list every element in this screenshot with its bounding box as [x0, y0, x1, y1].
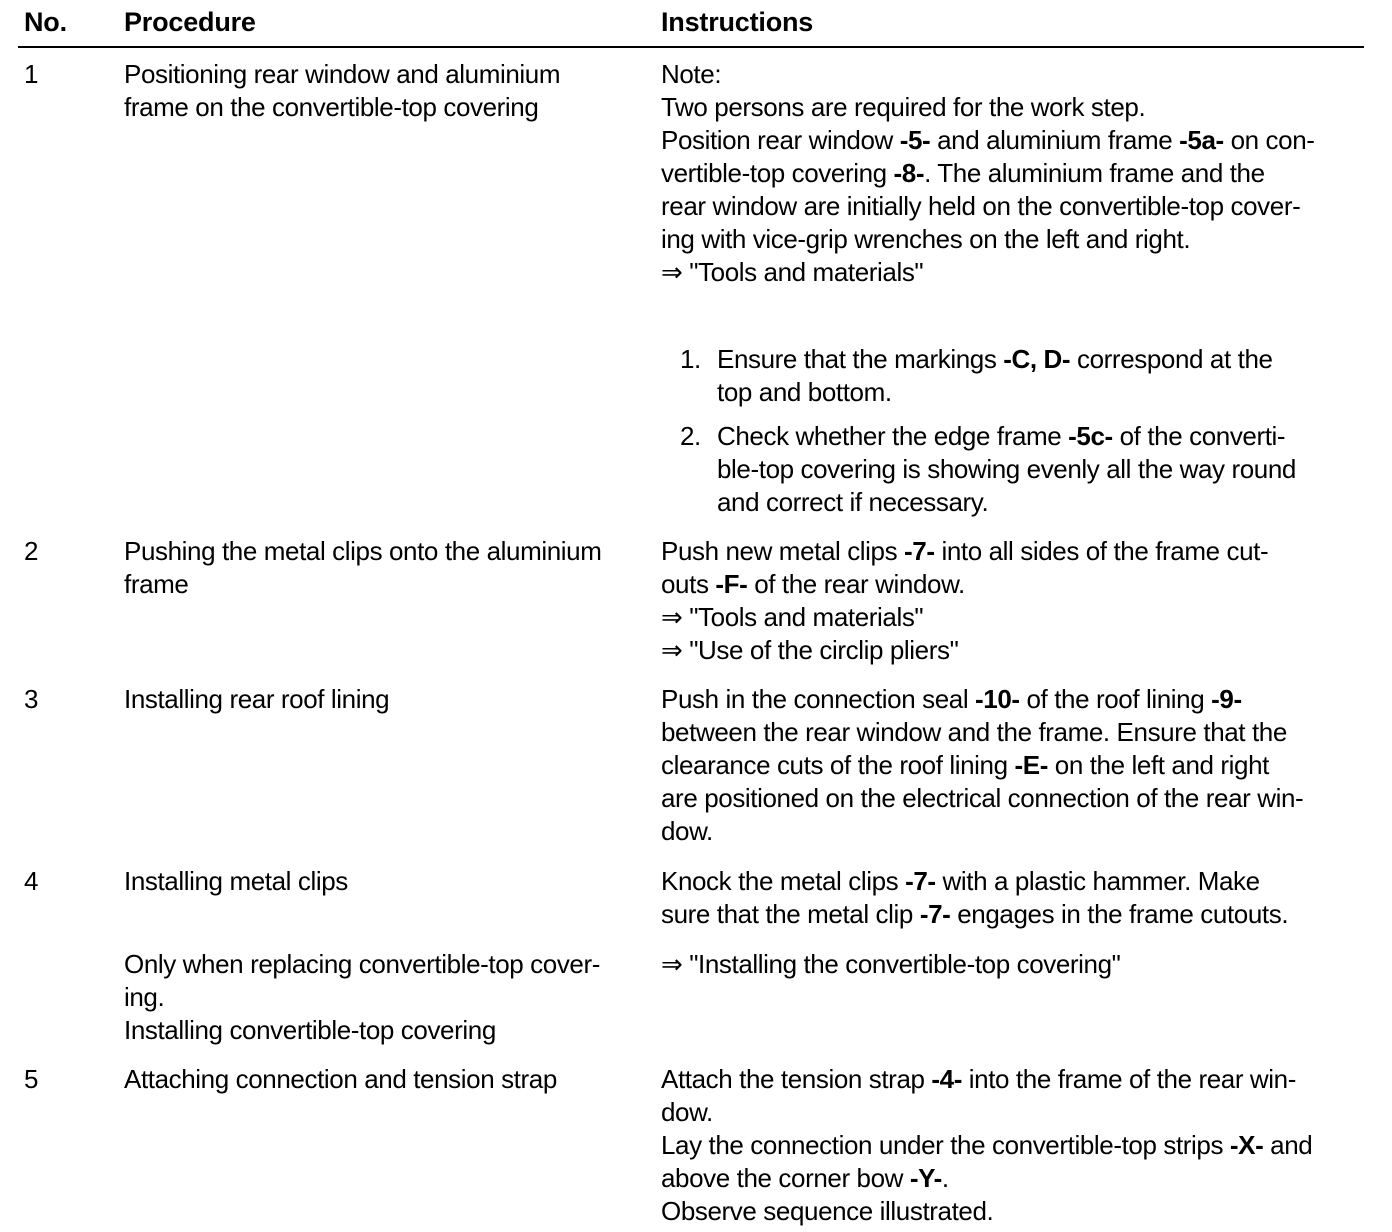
text: Push in the connection seal: [661, 684, 976, 714]
instruction-line: rear window are initially held on the convertible-top cover-: [661, 191, 1301, 221]
part-ref: -7-: [919, 899, 951, 929]
step-line: [717, 420, 1296, 453]
instruction-line: [661, 898, 1288, 931]
header-no: No.: [24, 7, 67, 37]
text: Check whether the edge frame: [717, 421, 1069, 451]
instruction-line: [661, 535, 1268, 568]
text: of the rear window.: [747, 569, 965, 599]
cross-reference-link[interactable]: ⇒ "Tools and materials": [661, 602, 924, 632]
header-instructions: Instructions: [661, 7, 814, 37]
note-label: Note:: [661, 59, 722, 89]
text: clearance cuts of the roof lining: [661, 750, 1015, 780]
part-ref: -X-: [1229, 1130, 1264, 1160]
step-line: top and bottom.: [717, 377, 892, 407]
cross-reference-link[interactable]: ⇒ "Tools and materials": [661, 257, 924, 287]
part-ref: -8-: [893, 158, 925, 188]
step-number: 2.: [680, 421, 701, 451]
text: into the frame of the rear win-: [961, 1064, 1296, 1094]
text: Ensure that the markings: [717, 344, 1004, 374]
part-ref: -7-: [905, 866, 936, 896]
part-ref: -F-: [715, 569, 748, 599]
instructions-cell: [661, 535, 1268, 667]
instruction-line: Two persons are required for the work step.: [661, 92, 1146, 122]
instructions-cell: [661, 683, 1303, 848]
instruction-line: [661, 157, 1315, 190]
text: of the roof lining: [1019, 684, 1212, 714]
instruction-line: [661, 1129, 1312, 1162]
procedure-line: Installing metal clips: [124, 866, 348, 896]
header-rule: [18, 46, 1364, 48]
text: correspond at the: [1070, 344, 1273, 374]
row-number: 2: [24, 536, 39, 566]
step-line: [717, 343, 1296, 376]
instruction-line: ing with vice-grip wrenches on the left and right.: [661, 224, 1191, 254]
step-line: and correct if necessary.: [717, 487, 989, 517]
list-item: [661, 343, 1296, 409]
part-ref: -5-: [899, 125, 931, 155]
procedure-cell: [124, 535, 601, 601]
row-number: 4: [24, 866, 39, 896]
procedure-line: Pushing the metal clips onto the aluminium: [124, 536, 602, 566]
instruction-line: [661, 568, 1268, 601]
part-ref: -E-: [1014, 750, 1048, 780]
cross-reference-link[interactable]: ⇒ "Installing the convertible-top covering": [661, 949, 1121, 979]
instruction-line: [661, 1162, 1312, 1195]
instruction-line: [661, 124, 1315, 157]
part-ref: -Y-: [909, 1163, 942, 1193]
part-ref: -9-: [1211, 684, 1242, 714]
text: Lay the connection under the convertible-top strips: [661, 1130, 1230, 1160]
instructions-cell: [661, 58, 1315, 289]
procedure-cell: [124, 58, 560, 124]
text: outs: [661, 569, 716, 599]
procedure-cell: [124, 683, 389, 716]
step-number: 1.: [680, 344, 701, 374]
part-ref: -10-: [975, 684, 1020, 714]
list-item: [661, 420, 1296, 519]
text: engages in the frame cutouts.: [950, 899, 1289, 929]
procedure-line: frame on the convertible-top covering: [124, 92, 539, 122]
header-procedure: Procedure: [124, 7, 256, 37]
instruction-line: Observe sequence illustrated.: [661, 1196, 994, 1226]
text: vertible-top covering: [661, 158, 894, 188]
part-ref: -5c-: [1068, 421, 1113, 451]
step-line: ble-top covering is showing evenly all the way round: [717, 454, 1296, 484]
procedure-line: Attaching connection and tension strap: [124, 1064, 557, 1094]
instruction-line: between the rear window and the frame. Ensure that the: [661, 717, 1287, 747]
instructions-cell: [661, 948, 1121, 981]
procedure-line: Positioning rear window and aluminium: [124, 59, 561, 89]
procedure-cell: [124, 865, 348, 898]
procedure-cell: [124, 1063, 557, 1096]
procedure-line: ing.: [124, 982, 165, 1012]
text: Attach the tension strap: [661, 1064, 932, 1094]
instruction-line: are positioned on the electrical connection of the rear win-: [661, 783, 1304, 813]
text: Knock the metal clips: [661, 866, 906, 896]
text: and: [1263, 1130, 1313, 1160]
text: Position rear window: [661, 125, 900, 155]
row-number: 3: [24, 684, 39, 714]
part-ref: -7-: [904, 536, 935, 566]
part-ref: -C, D-: [1003, 344, 1071, 374]
text: and aluminium frame: [930, 125, 1180, 155]
part-ref: -5a-: [1179, 125, 1224, 155]
procedure-line: Only when replacing convertible-top cover-: [124, 949, 600, 979]
instructions-cell: [661, 1063, 1312, 1228]
instruction-line: dow.: [661, 1097, 713, 1127]
text: .: [941, 1163, 949, 1193]
text: . The aluminium frame and the: [924, 158, 1265, 188]
instruction-line: [661, 749, 1303, 782]
text: with a plastic hammer. Make: [935, 866, 1260, 896]
row-number: 1: [24, 59, 39, 89]
text: on con-: [1223, 125, 1315, 155]
instructions-cell: [661, 865, 1288, 931]
row-number: 5: [24, 1064, 39, 1094]
instruction-line: [661, 865, 1288, 898]
instruction-line: dow.: [661, 816, 713, 846]
text: Push new metal clips: [661, 536, 905, 566]
instruction-line: [661, 1063, 1312, 1096]
text: above the corner bow: [661, 1163, 910, 1193]
instruction-line: [661, 683, 1303, 716]
procedure-line: Installing rear roof lining: [124, 684, 390, 714]
text: on the left and right: [1047, 750, 1269, 780]
procedure-cell: [124, 948, 600, 1047]
procedure-line: Installing convertible-top covering: [124, 1015, 496, 1045]
text: into all sides of the frame cut-: [934, 536, 1269, 566]
text: sure that the metal clip: [661, 899, 920, 929]
cross-reference-link[interactable]: ⇒ "Use of the circlip pliers": [661, 635, 959, 665]
procedure-line: frame: [124, 569, 189, 599]
step-list: [661, 343, 1296, 530]
text: of the converti-: [1112, 421, 1286, 451]
part-ref: -4-: [931, 1064, 962, 1094]
